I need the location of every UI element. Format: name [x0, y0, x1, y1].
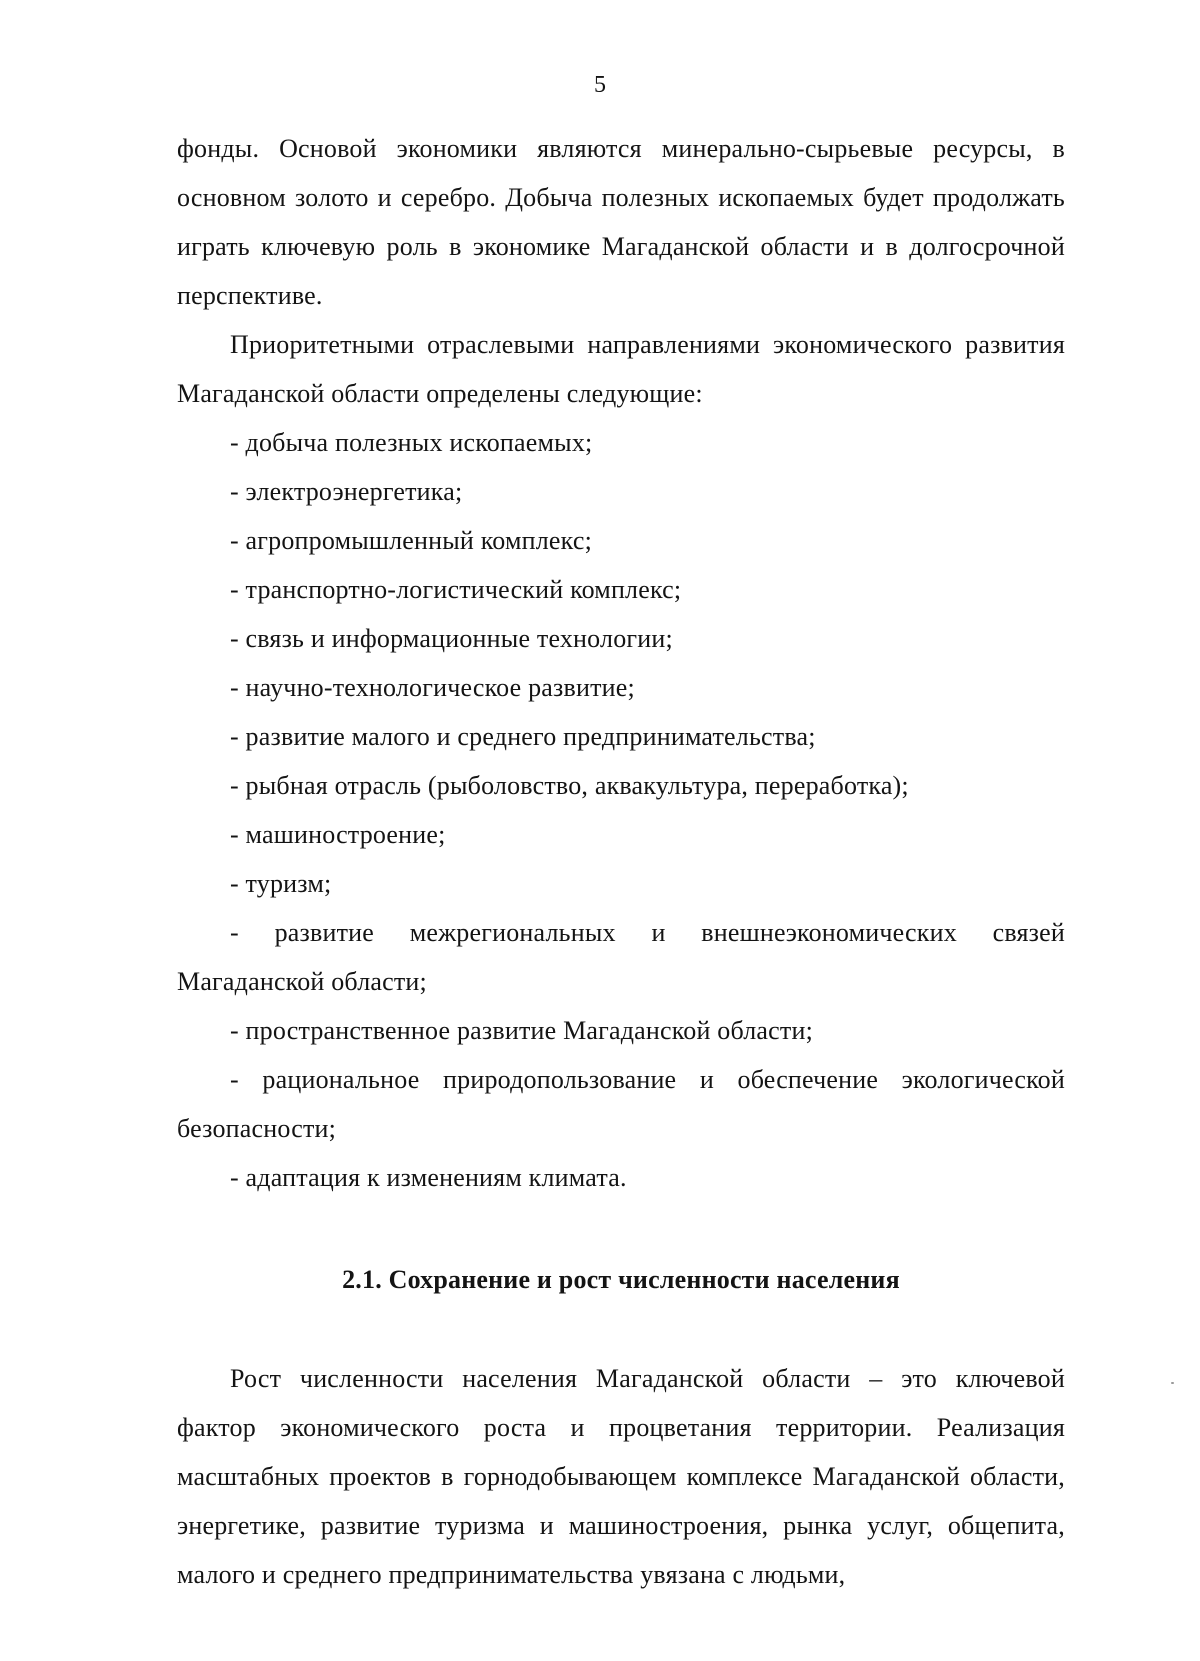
- list-item: - туризм;: [230, 869, 332, 898]
- list-item: - рыбная отрасль (рыболовство, аквакультура, переработка);: [230, 771, 909, 800]
- list-item: - пространственное развитие Магаданской области;: [230, 1016, 814, 1045]
- priority-list: [177, 418, 1065, 1202]
- list-item: - транспортно-логистический комплекс;: [230, 575, 682, 604]
- list-item: - машиностроение;: [230, 820, 446, 849]
- list-item: - рациональное природопользование и обеспечение экологической безопасности;: [177, 1065, 1065, 1143]
- list-item: - электроэнергетика;: [230, 477, 463, 506]
- list-item: - связь и информационные технологии;: [230, 624, 673, 653]
- page-number: 5: [594, 72, 606, 98]
- list-item: - научно-технологическое развитие;: [230, 673, 635, 702]
- list-item: - агропромышленный комплекс;: [230, 526, 592, 555]
- paragraph-population: Рост численности населения Магаданской области – это ключевой фактор экономического роста и процветания территории. Реализация масштабных проектов в горнодобывающем комплексе Магаданской области, энергетике, развитие туризма и машиностроения, рынка услуг, общепита, малого и среднего предпринимательства увязана с людьми,: [177, 1364, 1065, 1589]
- section-heading: 2.1. Сохранение и рост численности населения: [342, 1265, 900, 1294]
- list-item: - развитие межрегиональных и внешнеэкономических связей Магаданской области;: [177, 918, 1065, 996]
- list-item: - развитие малого и среднего предпринимательства;: [230, 722, 816, 751]
- paragraph-priorities-intro: Приоритетными отраслевыми направлениями экономического развития Магаданской области определены следующие:: [177, 330, 1065, 408]
- list-item: - адаптация к изменениям климата.: [230, 1163, 627, 1192]
- scan-speck: [1171, 1382, 1174, 1384]
- paragraph-economy: фонды. Основой экономики являются минерально-сырьевые ресурсы, в основном золото и серебро. Добыча полезных ископаемых будет продолжать играть ключевую роль в экономике Магаданской области и в долгосрочной перспективе.: [177, 134, 1065, 310]
- list-item: - добыча полезных ископаемых;: [230, 428, 593, 457]
- page-content: [177, 124, 1065, 1599]
